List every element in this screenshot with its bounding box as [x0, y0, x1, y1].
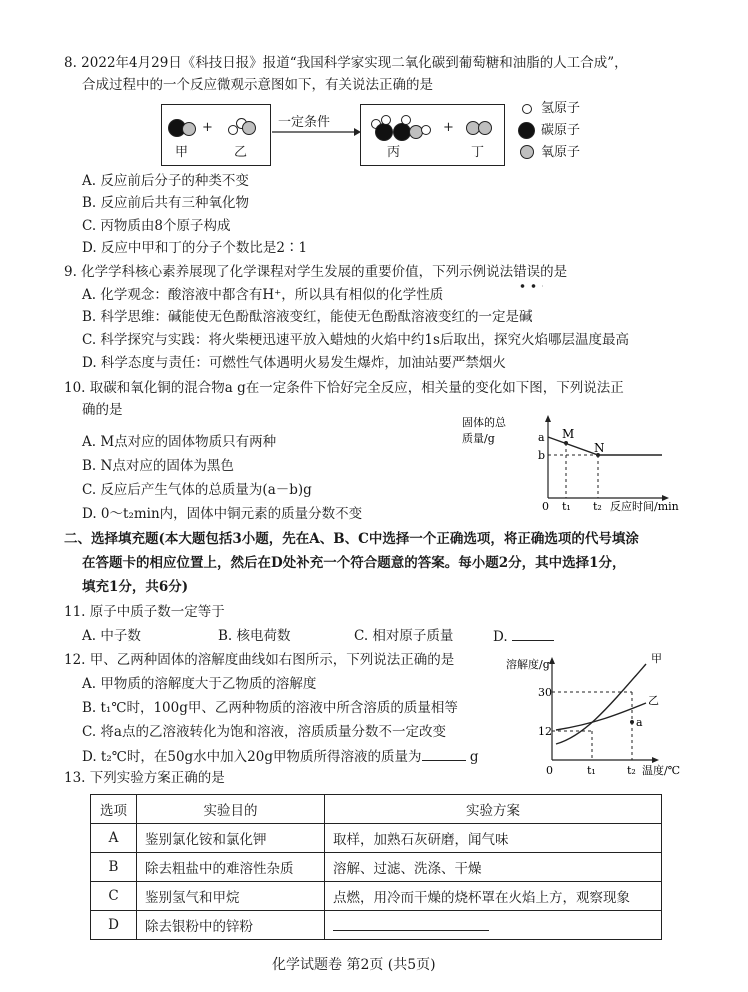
q12-option-c: C. 将a点的乙溶液转化为饱和溶液，溶质质量分数不一定改变 — [82, 724, 446, 740]
q12-option-b: B. t₁℃时，100g甲、乙两种物质的溶液中所含溶质的质量相等 — [82, 700, 458, 716]
q12-option-d: D. t₂℃时，在50g水中加入20g甲物质所得溶液的质量为 g — [82, 746, 478, 767]
label-bing: 丙 — [387, 145, 401, 160]
label-jia: 甲 — [651, 652, 662, 665]
section2-line1: 二、选择填充题(本大题包括3小题，先在A、B、C中选择一个正确选项，将正确选项的代号填涂 — [64, 531, 639, 547]
x-axis-label: 反应时间/min — [610, 500, 679, 513]
plus-sign: + — [443, 120, 454, 135]
table-row: B 除去粗盐中的难溶性杂质 溶解、过滤、洗涤、干燥 — [91, 853, 662, 882]
label-a: a — [636, 716, 643, 729]
header-option: 选项 — [91, 795, 137, 824]
reaction-condition: 一定条件 — [278, 115, 331, 130]
section2-line2: 在答题卡的相应位置上，然后在D处补充一个符合题意的答案。每小题2分，其中选择1分， — [82, 555, 626, 571]
legend-hydrogen: 氢原子 — [541, 101, 581, 116]
tick-t2: t₂ — [627, 764, 636, 777]
q11-stem: 11. 原子中质子数一定等于 — [64, 604, 225, 620]
q8-option-a: A. 反应前后分子的种类不变 — [82, 173, 249, 189]
q10-option-c: C. 反应后产生气体的总质量为(a－b)g — [82, 482, 312, 498]
header-purpose: 实验目的 — [137, 795, 325, 824]
oxygen-atom — [520, 145, 534, 159]
page-footer: 化学试题卷 第2页 (共5页) — [272, 957, 436, 973]
point-m — [564, 441, 568, 445]
oxygen-atom — [478, 121, 492, 135]
hydrogen-atom — [522, 104, 532, 114]
q13-plan-table — [90, 794, 662, 940]
q11-option-b: B. 核电荷数 — [218, 628, 291, 644]
q13-stem: 13. 下列实验方案正确的是 — [64, 770, 225, 786]
tick-12: 12 — [538, 725, 552, 738]
tick-t1: t₁ — [587, 764, 596, 777]
y-axis-label-2: 质量/g — [462, 432, 495, 445]
q11-option-a: A. 中子数 — [82, 628, 141, 644]
oxygen-atom — [242, 121, 256, 135]
x-axis-label: 温度/℃ — [642, 764, 681, 777]
tick-origin: 0 — [546, 764, 553, 777]
plus-sign: + — [202, 120, 213, 135]
tick-t1: t₁ — [562, 500, 571, 513]
q12-stem: 12. 甲、乙两种固体的溶解度曲线如右图所示，下列说法正确的是 — [64, 652, 455, 668]
q9-option-d: D. 科学态度与责任：可燃性气体遇明火易发生爆炸，加油站要严禁烟火 — [82, 355, 506, 371]
hydrogen-atom — [381, 115, 391, 125]
q12-answer-blank[interactable] — [422, 746, 466, 761]
reaction-arrow — [270, 126, 362, 138]
q9-emphasis: 错误 — [513, 264, 541, 280]
hydrogen-atom — [421, 125, 431, 135]
q13-answer-cell[interactable] — [325, 911, 662, 940]
q8-option-b: B. 反应前后共有三种氧化物 — [82, 195, 250, 211]
tick-a: a — [538, 431, 545, 444]
tick-30: 30 — [538, 686, 552, 699]
q9-option-c: C. 科学探究与实践：将火柴梗迅速平放入蜡烛的火焰中约1s后取出，探究火焰哪层温度最高 — [82, 332, 629, 348]
point-a — [630, 720, 634, 724]
tick-b: b — [538, 449, 546, 462]
y-axis-label-1: 固体的总 — [462, 416, 506, 429]
q9-option-b: B. 科学思维：碱能使无色酚酞溶液变红，能使无色酚酞溶液变红的一定是碱 — [82, 309, 533, 325]
q8-option-d: D. 反应中甲和丁的分子个数比是2∶1 — [82, 240, 308, 256]
q10-option-a: A. M点对应的固体物质只有两种 — [82, 434, 277, 450]
q13-answer-blank[interactable] — [333, 916, 489, 931]
q10-stem-line2: 确的是 — [82, 402, 123, 418]
q12-solubility-graph — [494, 648, 681, 782]
label-n: N — [594, 441, 605, 455]
hydrogen-atom — [401, 115, 411, 125]
reactants-box — [161, 104, 271, 166]
q11-option-d: D. — [493, 626, 554, 647]
header-plan: 实验方案 — [325, 795, 662, 824]
q11-option-c: C. 相对原子质量 — [354, 628, 454, 644]
legend-carbon: 碳原子 — [541, 123, 581, 138]
oxygen-atom — [182, 122, 196, 136]
q10-option-b: B. N点对应的固体为黑色 — [82, 458, 234, 474]
y-axis-label: 溶解度/g — [506, 658, 550, 671]
products-box — [360, 104, 505, 166]
tick-t2: t₂ — [593, 500, 602, 513]
table-header-row — [91, 795, 662, 824]
q9-stem: 9. 化学学科核心素养展现了化学课程对学生发展的重要价值，下列示例说法错误的是 — [64, 264, 568, 280]
section2-line3: 填充1分，共6分) — [82, 579, 189, 595]
q11-answer-blank[interactable] — [512, 626, 554, 641]
label-ding: 丁 — [471, 145, 485, 160]
q10-option-d: D. 0～t₂min内，固体中铜元素的质量分数不变 — [82, 506, 363, 522]
q10-stem-line1: 10. 取碳和氧化铜的混合物a g在一定条件下恰好完全反应，相关量的变化如下图，下列说法正 — [64, 380, 624, 396]
label-yi: 乙 — [648, 694, 659, 707]
q8-stem-line1: 8. 2022年4月29日《科技日报》报道“我国科学家实现二氧化碳到葡萄糖和油脂的人工合成”， — [64, 55, 628, 71]
legend-oxygen: 氧原子 — [541, 145, 581, 160]
table-row: A 鉴别氯化铵和氯化钾 取样，加熟石灰研磨，闻气味 — [91, 824, 662, 853]
table-row: C 鉴别氢气和甲烷 点燃，用冷而干燥的烧杯罩在火焰上方，观察现象 — [91, 882, 662, 911]
label-jia: 甲 — [175, 145, 189, 160]
carbon-atom — [375, 123, 393, 141]
carbon-atom — [518, 122, 535, 139]
q8-stem-line2: 合成过程中的一个反应微观示意图如下，有关说法正确的是 — [82, 77, 433, 93]
label-yi: 乙 — [234, 145, 248, 160]
q12-option-a: A. 甲物质的溶解度大于乙物质的溶解度 — [82, 676, 317, 692]
q9-option-a: A. 化学观念：酸溶液中都含有H⁺，所以具有相似的化学性质 — [82, 287, 444, 303]
q10-mass-time-graph — [462, 412, 686, 516]
table-row: D 除去银粉中的锌粉 — [91, 911, 662, 940]
tick-origin: 0 — [542, 500, 549, 513]
label-m: M — [562, 427, 575, 441]
q8-option-c: C. 丙物质由8个原子构成 — [82, 218, 231, 234]
